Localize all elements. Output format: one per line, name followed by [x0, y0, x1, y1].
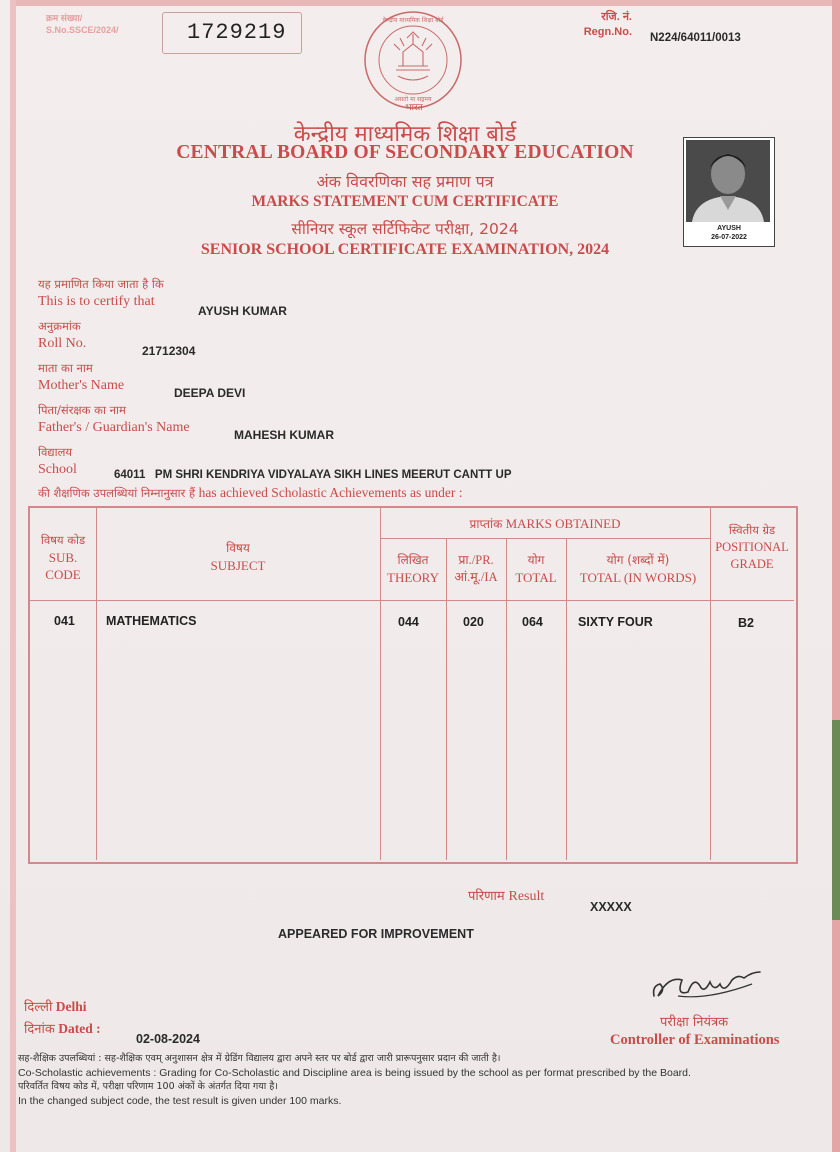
header-marks-hindi: प्राप्तांक	[469, 517, 503, 531]
row-total: 064	[522, 615, 543, 629]
header-code-en2: CODE	[45, 567, 81, 582]
row-sub-code: 041	[54, 614, 75, 628]
header-total-english: TOTAL	[515, 570, 557, 585]
header-code-hindi: विषय कोड	[40, 533, 86, 547]
background-strip	[832, 720, 840, 920]
dated-label	[24, 1019, 101, 1037]
place-hindi: दिल्ली	[24, 1000, 53, 1015]
header-theory	[380, 552, 446, 586]
controller-title-hindi: परीक्षा नियंत्रक	[660, 1015, 729, 1030]
school-label-english: School	[38, 462, 77, 477]
photo-date: 26-07-2022	[711, 234, 747, 241]
regn-label-english: Regn.No.	[583, 26, 632, 38]
header-grade-en2: GRADE	[730, 557, 774, 571]
row-subject: MATHEMATICS	[106, 614, 197, 628]
emblem-caption: भारत	[405, 103, 423, 113]
serial-label-hindi: क्रम संख्या/	[46, 13, 83, 23]
header-theory-hindi: लिखित	[397, 553, 429, 567]
note-changed-code-hindi: परिवर्तित विषय कोड में, परीक्षा परिणाम 100 अंकों के अंतर्गत दिया गया है।	[18, 1081, 278, 1092]
controller-signature	[648, 966, 772, 1006]
header-total-words	[566, 552, 710, 586]
dated-label-hindi: दिनांक	[24, 1022, 55, 1037]
mother-label-english: Mother's Name	[38, 378, 125, 393]
issue-date: 02-08-2024	[136, 1032, 200, 1046]
father-name: MAHESH KUMAR	[234, 428, 334, 442]
controller-title-english: Controller of Examinations	[610, 1032, 780, 1048]
regn-label-hindi: रजि. नं.	[601, 11, 632, 23]
row-total-words: SIXTY FOUR	[578, 615, 653, 629]
header-practical-line1: प्रा./PR.	[458, 553, 494, 567]
exam-title-english: SENIOR SCHOOL CERTIFICATE EXAMINATION, 2024	[200, 241, 610, 258]
note-co-scholastic-hindi: सह-शैक्षिक उपलब्धियां : सह-शैक्षिक एवम् अनुशासन क्षेत्र में ग्रेडिंग विद्यालय द्वारा अपने स्तर पर बोर्ड द्वारा जारी प्रारूपनुसार प्रदान की जाती है।	[18, 1053, 501, 1064]
header-practical	[446, 552, 506, 586]
result-label-hindi: परिणाम	[468, 889, 505, 904]
header-marks-english: MARKS OBTAINED	[505, 516, 621, 531]
roll-label-hindi: अनुक्रमांक	[38, 319, 81, 333]
photo-name: AYUSH	[717, 225, 741, 232]
header-grade	[710, 522, 794, 573]
father-label-english: Father's / Guardian's Name	[38, 420, 190, 435]
marks-table	[28, 506, 798, 864]
header-marks-obtained	[380, 515, 710, 533]
serial-number: 1729219	[162, 12, 302, 54]
document-title-hindi: अंक विवरणिका सह प्रमाण पत्र	[316, 172, 494, 191]
exam-title-hindi: सीनियर स्कूल सर्टिफिकेट परीक्षा, 2024	[291, 220, 519, 238]
roll-number: 21712304	[142, 344, 196, 358]
mother-label-hindi: माता का नाम	[38, 361, 93, 375]
document-title-english: MARKS STATEMENT CUM CERTIFICATE	[251, 193, 559, 210]
header-theory-english: THEORY	[387, 570, 439, 585]
result-label-english: Result	[508, 889, 545, 904]
certify-label	[38, 276, 164, 310]
roll-label	[38, 318, 86, 352]
board-name-hindi: केन्द्रीय माध्यमिक शिक्षा बोर्ड	[293, 122, 517, 147]
row-grade: B2	[738, 616, 754, 630]
footer-notes	[18, 1052, 818, 1108]
header-grade-hindi: स्वितीय ग्रेड	[728, 523, 776, 537]
header-subject	[96, 540, 380, 574]
row-practical: 020	[463, 615, 484, 629]
header-practical-line2: आं.मू./IA	[454, 570, 498, 584]
serial-label	[46, 12, 119, 36]
header-code-en1: SUB.	[48, 550, 78, 565]
header-subject-english: SUBJECT	[210, 558, 266, 573]
regn-number: N224/64011/0013	[650, 32, 741, 44]
photo-image	[686, 140, 770, 222]
regn-label	[576, 10, 632, 40]
result-label	[468, 886, 544, 905]
student-name: AYUSH KUMAR	[198, 304, 287, 318]
board-name-english: CENTRAL BOARD OF SECONDARY EDUCATION	[176, 142, 634, 163]
father-label-hindi: पिता/संरक्षक का नाम	[38, 403, 126, 417]
header-sub-code	[30, 532, 96, 583]
serial-label-english: S.No.SSCE/2024/	[46, 25, 119, 35]
header-words-hindi: योग (शब्दों में)	[606, 553, 670, 567]
achievement-english: has achieved Scholastic Achievements as under :	[198, 485, 463, 500]
decorative-border-top	[10, 0, 840, 6]
school-name: 64011 PM SHRI KENDRIYA VIDYALAYA SIKH LINES MEERUT CANTT UP	[114, 469, 512, 481]
place	[24, 997, 86, 1015]
mother-label	[38, 360, 124, 394]
header-grade-en1: POSITIONAL	[715, 540, 789, 554]
header-subject-hindi: विषय	[226, 541, 250, 555]
student-photo	[683, 137, 775, 247]
decorative-border-right	[832, 0, 840, 1152]
cbse-emblem	[358, 8, 468, 114]
certify-label-english: This is to certify that	[38, 294, 155, 309]
row-theory: 044	[398, 615, 419, 629]
header-total-hindi: योग	[527, 553, 545, 567]
svg-text:असतो मा सद्गमय: असतो मा सद्गमय	[394, 96, 432, 103]
photo-caption	[684, 224, 774, 242]
place-english: Delhi	[55, 999, 87, 1014]
father-label	[38, 402, 190, 436]
school-label-hindi: विद्यालय	[38, 445, 73, 459]
result-remark: APPEARED FOR IMPROVEMENT	[278, 927, 474, 941]
school-label	[38, 444, 77, 478]
achievement-line	[38, 485, 463, 501]
certify-label-hindi: यह प्रमाणित किया जाता है कि	[38, 277, 164, 291]
dated-label-english: Dated :	[58, 1021, 101, 1036]
result-value: XXXXX	[590, 900, 632, 914]
note-co-scholastic-english: Co-Scholastic achievements : Grading for Co-Scholastic and Discipline area is being issued by the school as per format prescribed by the Board.	[18, 1067, 691, 1079]
roll-label-english: Roll No.	[38, 336, 87, 351]
mother-name: DEEPA DEVI	[174, 386, 246, 400]
note-changed-code-english: In the changed subject code, the test result is given under 100 marks.	[18, 1095, 342, 1107]
svg-text:केन्द्रीय माध्यमिक शिक्षा बोर्: केन्द्रीय माध्यमिक शिक्षा बोर्ड	[382, 17, 444, 24]
achievement-hindi: की शैक्षणिक उपलब्धियां निम्नानुसार हैं	[38, 486, 196, 500]
header-words-english: TOTAL (IN WORDS)	[579, 570, 697, 585]
header-total	[506, 552, 566, 586]
